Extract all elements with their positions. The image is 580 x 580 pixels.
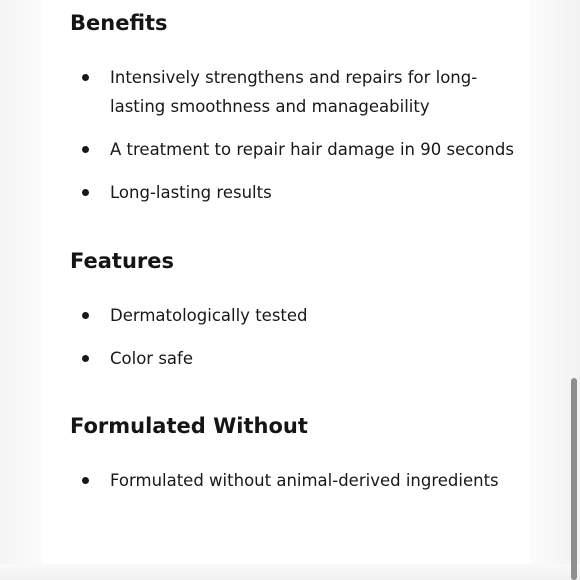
list-item-text: Formulated without animal-derived ingredients: [110, 471, 499, 490]
benefits-list: [70, 63, 520, 207]
scrollbar-thumb[interactable]: [571, 378, 577, 580]
formulated-without-list: [70, 466, 520, 495]
formulated-without-heading: Formulated Without: [70, 414, 308, 438]
bullet-icon: [82, 355, 89, 362]
left-margin: [0, 0, 42, 580]
bottom-margin: [0, 564, 580, 580]
list-item: [70, 344, 520, 373]
formulated-without-section: [70, 411, 520, 495]
benefits-heading: Benefits: [70, 11, 168, 35]
list-item-text: Long-lasting results: [110, 183, 272, 202]
list-item: [70, 466, 520, 495]
benefits-section: [70, 8, 520, 207]
list-item-text: A treatment to repair hair damage in 90 seconds: [110, 140, 514, 159]
features-heading: Features: [70, 249, 174, 273]
list-item: [70, 63, 520, 121]
features-section: [70, 246, 520, 373]
features-list: [70, 301, 520, 373]
list-item-text: Color safe: [110, 349, 193, 368]
list-item: [70, 178, 520, 207]
bullet-icon: [82, 146, 89, 153]
list-item-text: Dermatologically tested: [110, 306, 308, 325]
list-item-text: Intensively strengthens and repairs for long-lasting smoothness and manageability: [110, 68, 478, 116]
bullet-icon: [82, 189, 89, 196]
bullet-icon: [82, 477, 89, 484]
list-item: [70, 301, 520, 330]
product-details: [70, 8, 520, 495]
bullet-icon: [82, 312, 89, 319]
list-item: [70, 135, 520, 164]
bullet-icon: [82, 74, 89, 81]
